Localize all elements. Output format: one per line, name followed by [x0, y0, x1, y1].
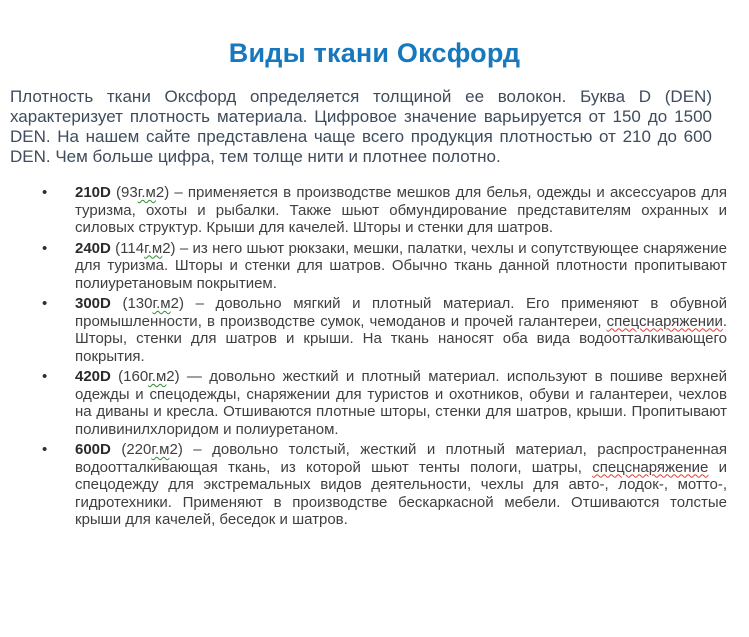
list-item	[42, 441, 727, 529]
bullet-icon: •	[42, 368, 48, 385]
list-item	[42, 368, 727, 438]
list-item	[42, 240, 727, 293]
item-description: довольно жесткий и плотный материал. используют в пошиве верхней одежды и спецодежды, снаряжении для туристов и охотников, обуви и галантереи, чехлов на диваны и кресла. Отшиваются плотные шторы, стенки для шатров, крыши. Пропитывают поливинилхлоридом и полиуретаном.	[75, 368, 728, 438]
spellcheck-grammar-mark: г.м	[137, 184, 156, 201]
document-page	[0, 38, 749, 637]
bullet-icon: •	[42, 295, 48, 312]
density-label: 210D	[75, 184, 111, 201]
item-description-end: и спецодежду для экстремальных видов деятельности, чехлы для авто-, лодок-, мотто-, гидротехники. Применяют в производстве бескаркасной мебели. Отшиваются толстые крыши для качелей, беседок и шатров.	[75, 458, 728, 528]
weight-value-end: 2)	[170, 295, 184, 312]
dash: –	[193, 441, 202, 458]
item-description: довольно мягкий и плотный материал. Его применяют в обувной промышленности, в производстве сумок, чемоданов и прочей галантереи,	[75, 295, 728, 330]
density-label: 600D	[75, 441, 111, 458]
bullet-icon: •	[42, 239, 48, 257]
intro-paragraph: Плотность ткани Оксфорд определяется толщиной ее волокон. Буква D (DEN) характеризует плотность материала. Цифровое значение варьируется от 150 до 1500 DEN. На нашем сайте представлена чаще всего продукция плотностью от 210 до 600 DEN. Чем больше цифра, тем толще нити и плотнее полотно.	[10, 87, 712, 166]
list-item-text	[75, 368, 727, 438]
dash: –	[174, 184, 183, 201]
dash: –	[179, 239, 189, 257]
spellcheck-grammar-mark: г.м	[151, 441, 170, 458]
item-description: из него шьют рюкзаки, мешки, палатки, чехлы и сопутствующее снаряжение для туризма. Шторы и стенки для шатров. Обычно ткань данной плотности пропитывают полиуретановым покрытием.	[75, 239, 727, 292]
weight-value-end: 2)	[155, 184, 170, 201]
density-label: 420D	[75, 368, 111, 385]
density-list	[0, 184, 727, 529]
density-label: 300D	[75, 295, 111, 312]
spellcheck-spelling-mark: спецснаряжение	[592, 458, 709, 476]
weight-value: (114	[115, 239, 145, 257]
weight-value: (160	[118, 368, 149, 385]
list-item-text	[75, 441, 727, 529]
weight-value: (130	[122, 295, 153, 312]
bullet-icon: •	[42, 441, 48, 458]
weight-value-end: 2)	[162, 239, 176, 257]
spellcheck-grammar-mark: г.м	[148, 368, 167, 385]
weight-value-end: 2)	[169, 441, 183, 458]
list-item	[42, 295, 727, 365]
weight-value: (93	[116, 184, 138, 201]
item-description: применяется в производстве мешков для белья, одежды и аксессуаров для туризма, охоты и рыбалки. Также шьют обмундирование представителям охранных и силовых структур. Крыши для качелей. Шторы и стенки для шатров.	[75, 184, 727, 236]
spellcheck-spelling-mark: спецснаряжении	[606, 312, 723, 330]
bullet-icon: •	[42, 184, 48, 201]
item-description: довольно толстый, жесткий и плотный материал, распространенная водоотталкивающая ткань, из которой шьют тенты пологи, шатры,	[75, 441, 728, 476]
weight-value-end: 2)	[166, 368, 180, 385]
page-title: Виды ткани Оксфорд	[228, 38, 521, 68]
list-item	[42, 184, 727, 237]
item-description-end: . Шторы, стенки для шатров и крыши. На ткань наносят оба вида водоотталкивающего покрытия.	[75, 312, 727, 365]
weight-value: (220	[121, 441, 152, 458]
dash: —	[186, 368, 202, 385]
list-item-text	[75, 240, 727, 293]
list-item-text	[75, 295, 727, 365]
list-item-text	[75, 184, 727, 237]
spellcheck-grammar-mark: г.м	[152, 295, 171, 312]
density-label: 240D	[75, 239, 111, 257]
spellcheck-grammar-mark: г.м	[144, 239, 163, 257]
dash: –	[195, 295, 204, 312]
